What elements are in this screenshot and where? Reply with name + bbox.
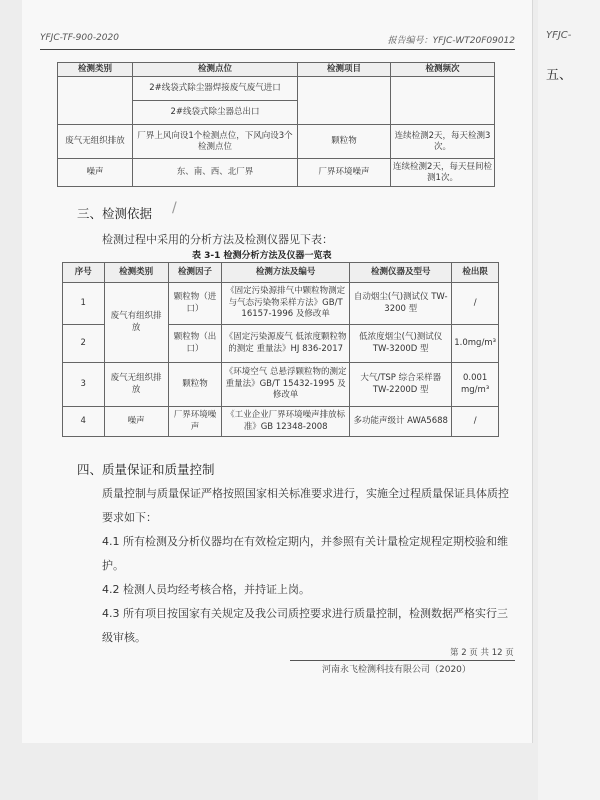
cell-method: 《固定污染源废气 低浓度颗粒物的测定 重量法》HJ 836-2017 bbox=[222, 325, 350, 363]
cell-instrument: 自动烟尘(气)测试仪 TW-3200 型 bbox=[350, 283, 452, 325]
page-header bbox=[40, 33, 515, 50]
col-no: 序号 bbox=[63, 263, 105, 283]
cell-no: 2 bbox=[63, 325, 105, 363]
cell-instrument: 多功能声级计 AWA5688 bbox=[350, 407, 452, 437]
table-header-row bbox=[63, 263, 499, 283]
cell-no: 3 bbox=[63, 363, 105, 407]
report-number: 报告编号：YFJC-WT20F09012 bbox=[387, 36, 515, 46]
page-number: 第 2 页 共 12 页 bbox=[450, 648, 514, 658]
cell-no: 1 bbox=[63, 283, 105, 325]
col-instrument: 检测仪器及型号 bbox=[350, 263, 452, 283]
cell-frequency bbox=[391, 77, 495, 125]
cell-item: 厂界环境噪声 bbox=[298, 159, 391, 187]
section4-title: 四、质量保证和质量控制 bbox=[77, 462, 215, 477]
next-page-code: YFJC- bbox=[546, 30, 572, 41]
qc-item-4-3: 4.3 所有项目按国家有关规定及我公司质控要求进行质量控制，检测数据严格实行三级审核。 bbox=[102, 607, 508, 644]
cell-item: 颗粒物 bbox=[298, 125, 391, 159]
method-instrument-table bbox=[62, 262, 499, 437]
table-row bbox=[58, 159, 495, 187]
cell-category: 废气无组织排放 bbox=[58, 125, 133, 159]
cell-item bbox=[298, 77, 391, 125]
section3-title: 三、检测依据 bbox=[77, 206, 153, 221]
cell-category: 噪声 bbox=[58, 159, 133, 187]
section3-intro: 检测过程中采用的分析方法及检测仪器见下表： bbox=[102, 233, 333, 246]
cell-factor: 厂界环境噪声 bbox=[168, 407, 221, 437]
cell-method: 《固定污染源排气中颗粒物测定与气态污染物采样方法》GB/T 16157-1996 及修改单 bbox=[222, 283, 350, 325]
cell-frequency: 连续检测2天，每天检测3次。 bbox=[391, 125, 495, 159]
cell-instrument: 低浓度烟尘(气)测试仪 TW-3200D 型 bbox=[350, 325, 452, 363]
table-row bbox=[58, 125, 495, 159]
cell-method: 《环境空气 总悬浮颗粒物的测定 重量法》GB/T 15432-1995 及修改单 bbox=[222, 363, 350, 407]
cell-limit: / bbox=[452, 407, 499, 437]
company-name: 河南永飞检测科技有限公司（2020） bbox=[322, 665, 471, 675]
cell-category: 噪声 bbox=[104, 407, 168, 437]
next-page-edge bbox=[538, 0, 600, 800]
col-item: 检测项目 bbox=[298, 63, 391, 77]
monitoring-plan-table bbox=[57, 62, 495, 187]
cell-method: 《工业企业厂界环境噪声排放标准》GB 12348-2008 bbox=[222, 407, 350, 437]
cell-limit: / bbox=[452, 283, 499, 325]
table-row bbox=[63, 283, 499, 325]
qc-item-4-1: 4.1 所有检测及分析仪器均在有效检定期内，并参照有关计量检定规程定期校验和维护。 bbox=[102, 535, 508, 572]
footer-divider bbox=[290, 660, 515, 661]
cell-no: 4 bbox=[63, 407, 105, 437]
cell-category: 废气无组织排放 bbox=[104, 363, 168, 407]
cell-factor: 颗粒物（出口） bbox=[168, 325, 221, 363]
cell-point: 2#线袋式除尘器总出口 bbox=[133, 101, 298, 125]
cell-limit: 1.0mg/m³ bbox=[452, 325, 499, 363]
table-row bbox=[63, 407, 499, 437]
table-row bbox=[58, 77, 495, 101]
qc-item-4-2: 4.2 检测人员均经考核合格，并持证上岗。 bbox=[102, 583, 310, 596]
cell-point: 厂界上风向设1个检测点位，下风向设3个检测点位 bbox=[133, 125, 298, 159]
table-row bbox=[63, 363, 499, 407]
cell-point: 2#线袋式除尘器焊接废气废气进口 bbox=[133, 77, 298, 101]
col-limit: 检出限 bbox=[452, 263, 499, 283]
col-category: 检测类别 bbox=[104, 263, 168, 283]
cell-category bbox=[58, 77, 133, 125]
col-category: 检测类别 bbox=[58, 63, 133, 77]
cell-limit: 0.001 mg/m³ bbox=[452, 363, 499, 407]
section4-body bbox=[102, 482, 512, 650]
cell-factor: 颗粒物（进口） bbox=[168, 283, 221, 325]
table-header-row bbox=[58, 63, 495, 77]
col-point: 检测点位 bbox=[133, 63, 298, 77]
cell-category: 废气有组织排放 bbox=[104, 283, 168, 363]
report-page bbox=[22, 0, 532, 743]
cell-point: 东、南、西、北厂界 bbox=[133, 159, 298, 187]
col-factor: 检测因子 bbox=[168, 263, 221, 283]
cell-factor: 颗粒物 bbox=[168, 363, 221, 407]
col-frequency: 检测频次 bbox=[391, 63, 495, 77]
pen-mark: / bbox=[172, 200, 177, 216]
next-page-section: 五、 bbox=[546, 68, 573, 83]
cell-instrument: 大气/TSP 综合采样器 TW-2200D 型 bbox=[350, 363, 452, 407]
col-method: 检测方法及编号 bbox=[222, 263, 350, 283]
qc-paragraph: 质量控制与质量保证严格按照国家相关标准要求进行，实施全过程质量保证具体质控要求如下： bbox=[102, 487, 509, 524]
form-code: YFJC-TF-900-2020 bbox=[40, 33, 119, 43]
table-caption: 表 3-1 检测分析方法及仪器一览表 bbox=[192, 251, 332, 261]
cell-frequency: 连续检测2天，每天昼间检测1次。 bbox=[391, 159, 495, 187]
